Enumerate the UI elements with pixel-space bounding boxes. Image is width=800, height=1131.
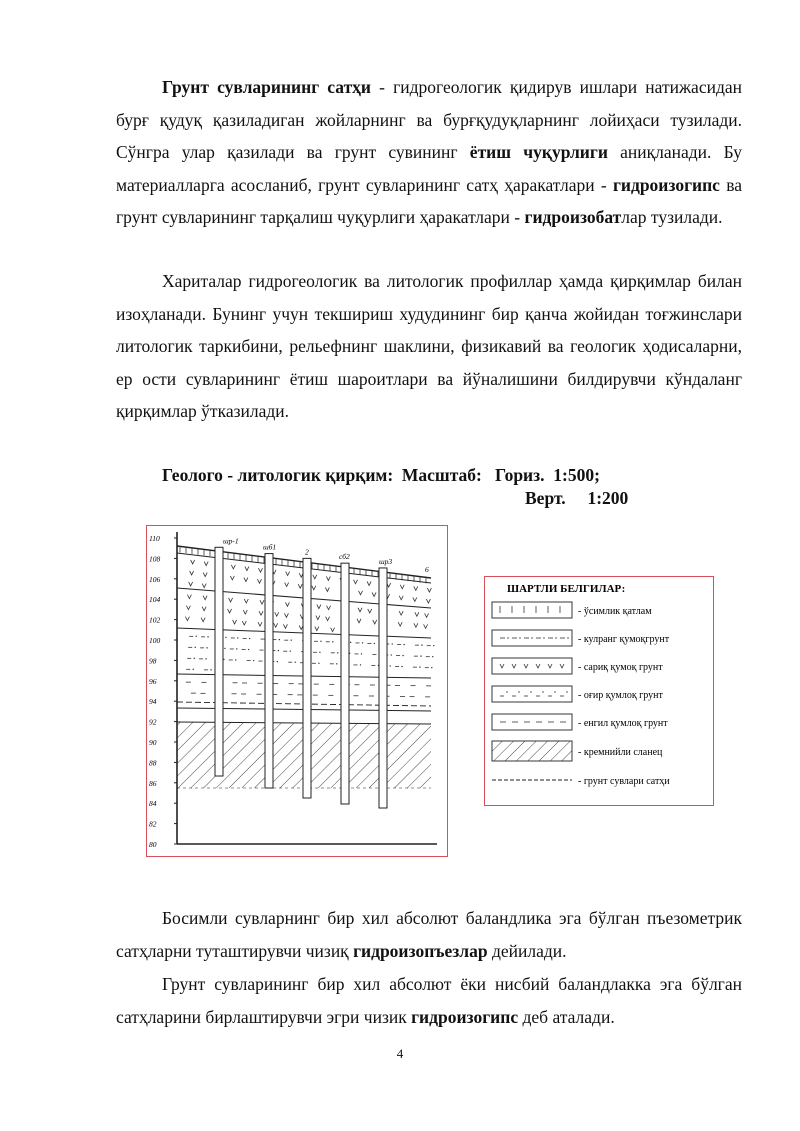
yellow-loam-mark bbox=[244, 599, 248, 603]
yellow-loam-mark bbox=[285, 583, 289, 587]
yellow-loam-mark bbox=[312, 586, 316, 590]
yellow-loam-mark bbox=[185, 617, 189, 621]
grey-loam-dot bbox=[401, 666, 402, 667]
grey-loam-dot bbox=[193, 669, 194, 670]
yellow-loam-mark bbox=[368, 609, 372, 613]
legend-mark bbox=[518, 691, 519, 692]
paragraph-hydroisohypse bbox=[116, 968, 742, 1033]
grey-loam-dot bbox=[433, 645, 434, 646]
y-tick-label: 86 bbox=[149, 778, 157, 788]
grey-loam-dot bbox=[318, 663, 319, 664]
borehole bbox=[379, 568, 387, 808]
yellow-loam-mark bbox=[245, 567, 249, 571]
grey-loam-dot bbox=[332, 641, 333, 642]
grey-loam-dot bbox=[224, 648, 225, 649]
yellow-loam-mark bbox=[244, 578, 248, 582]
borehole bbox=[265, 554, 273, 788]
borehole-label: шр-1 bbox=[223, 536, 239, 546]
yellow-loam-mark bbox=[260, 600, 264, 604]
legend-mark bbox=[506, 691, 507, 692]
paragraph-groundwater-level bbox=[116, 71, 742, 234]
grey-loam-dot bbox=[249, 638, 250, 639]
y-tick-label: 90 bbox=[149, 738, 157, 747]
yellow-loam-mark bbox=[315, 627, 319, 631]
legend-label: - енгил қумлоқ грунт bbox=[578, 718, 668, 729]
grey-loam-dot bbox=[207, 636, 208, 637]
yellow-loam-mark bbox=[354, 580, 358, 584]
borehole bbox=[341, 563, 349, 804]
grey-loam-dot bbox=[206, 647, 207, 648]
legend-mark bbox=[555, 637, 556, 638]
yellow-loam-mark bbox=[427, 588, 431, 592]
text-run: - гидрогеологик қидирув ишлари натижасидан бурғ қудуқ қазиладиган жойларнинг ва бурғқудуқларнинг лойиҳаси тузилади. Сўнгра улар қазилади ва грунт сувининг bbox=[116, 77, 742, 163]
yellow-loam-mark bbox=[229, 598, 233, 602]
borehole-label: 6 bbox=[425, 565, 429, 574]
grey-loam-dot bbox=[392, 643, 393, 644]
grey-loam-dot bbox=[277, 661, 278, 662]
text-run: аниқланади. Бу материалларга асосланиб, грунт сувларининг сатҳ ҳаракатлари - bbox=[116, 142, 742, 195]
paragraph-maps-sections bbox=[116, 265, 742, 428]
legend-drawing bbox=[485, 577, 713, 805]
yellow-loam-mark bbox=[331, 628, 335, 632]
yellow-loam-mark bbox=[233, 620, 237, 624]
yellow-loam-mark bbox=[283, 624, 287, 628]
yellow-loam-mark bbox=[313, 575, 317, 579]
grey-loam-dot bbox=[350, 642, 351, 643]
geological-section-drawing bbox=[147, 526, 447, 856]
grey-loam-dot bbox=[248, 649, 249, 650]
grey-loam-dot bbox=[237, 637, 238, 638]
yellow-loam-mark bbox=[400, 585, 404, 589]
yellow-loam-mark bbox=[258, 568, 262, 572]
yellow-loam-mark bbox=[202, 584, 206, 588]
legend-item-vegetation bbox=[492, 602, 652, 618]
borehole bbox=[303, 558, 311, 798]
legend-swatch bbox=[492, 686, 572, 702]
text-run: деб аталади. bbox=[518, 1006, 615, 1027]
grey-loam-dot bbox=[253, 660, 254, 661]
figure-title-vertical-scale: Верт. 1:200 bbox=[525, 488, 629, 508]
text-run: ва грунт сувларининг тарқалиш чуқурлиги ҳаракатлари - bbox=[116, 174, 742, 228]
y-tick-label: 104 bbox=[149, 595, 161, 605]
legend-item-water-line bbox=[492, 776, 670, 787]
yellow-loam-mark bbox=[187, 595, 191, 599]
y-tick-label: 84 bbox=[149, 799, 157, 809]
yellow-loam-mark bbox=[201, 618, 205, 622]
legend-swatch bbox=[492, 741, 572, 761]
grey-loam-dot bbox=[390, 665, 391, 666]
yellow-loam-mark bbox=[373, 620, 377, 624]
legend-box bbox=[484, 576, 714, 806]
grey-loam-dot bbox=[361, 653, 362, 654]
grey-loam-dot bbox=[205, 658, 206, 659]
grey-loam-dot bbox=[391, 654, 392, 655]
bold-term: гидроизопъезлар bbox=[353, 940, 488, 961]
legend-mark bbox=[542, 691, 543, 692]
y-tick-label: 98 bbox=[149, 656, 157, 666]
grey-loam-dot bbox=[194, 658, 195, 659]
legend-label: - грунт сувлари сатҳи bbox=[578, 776, 670, 787]
grey-loam-dot bbox=[210, 669, 211, 670]
text-run: Босимли сувларнинг бир хил абсолют баландлика эга бўлган пъезометрик сатҳларни туташтирувчи чизиқ bbox=[116, 908, 742, 961]
yellow-loam-mark bbox=[274, 623, 278, 627]
yellow-loam-mark bbox=[426, 599, 430, 603]
legend-mark bbox=[566, 691, 567, 692]
yellow-loam-mark bbox=[325, 587, 329, 591]
bold-term: гидроизогипс bbox=[411, 1006, 519, 1027]
borehole bbox=[215, 547, 223, 776]
yellow-loam-mark bbox=[425, 613, 429, 617]
yellow-loam-mark bbox=[326, 617, 330, 621]
yellow-loam-mark bbox=[285, 602, 289, 606]
legend-item-dots-dash bbox=[492, 686, 664, 702]
borehole-label: шр3 bbox=[379, 556, 393, 566]
grey-loam-dot bbox=[235, 659, 236, 660]
y-tick-label: 82 bbox=[149, 819, 157, 829]
grey-loam-dot bbox=[431, 667, 432, 668]
yellow-loam-mark bbox=[317, 605, 321, 609]
legend-mark bbox=[531, 637, 532, 638]
grey-loam-dot bbox=[236, 648, 237, 649]
grey-loam-dot bbox=[278, 650, 279, 651]
yellow-loam-mark bbox=[258, 622, 262, 626]
yellow-loam-mark bbox=[204, 562, 208, 566]
y-tick-label: 88 bbox=[149, 758, 157, 768]
yellow-loam-mark bbox=[359, 591, 363, 595]
y-tick-label: 96 bbox=[149, 676, 157, 686]
grey-loam-dot bbox=[279, 639, 280, 640]
y-tick-label: 92 bbox=[149, 717, 157, 727]
grey-loam-dot bbox=[337, 652, 338, 653]
y-tick-label: 108 bbox=[149, 554, 161, 564]
grey-loam-dot bbox=[419, 666, 420, 667]
borehole-label: 2 bbox=[305, 547, 309, 557]
yellow-loam-mark bbox=[367, 581, 371, 585]
legend-item-hatch bbox=[492, 741, 663, 761]
legend-mark bbox=[543, 637, 544, 638]
borehole-label: сб2 bbox=[339, 552, 350, 562]
bold-term: гидроизобат bbox=[524, 207, 622, 228]
page-number: 4 bbox=[396, 1046, 404, 1061]
yellow-loam-mark bbox=[298, 584, 302, 588]
legend-mark bbox=[554, 691, 555, 692]
legend-title: ШАРТЛИ БЕЛГИЛАР: bbox=[507, 583, 626, 595]
grey-loam-dot bbox=[432, 656, 433, 657]
grey-loam-dot bbox=[290, 650, 291, 651]
yellow-loam-mark bbox=[284, 613, 288, 617]
yellow-loam-mark bbox=[191, 560, 195, 564]
bold-term: ётиш чуқурлиги bbox=[469, 142, 608, 163]
yellow-loam-mark bbox=[202, 607, 206, 611]
y-tick-label: 102 bbox=[149, 615, 161, 625]
yellow-loam-mark bbox=[413, 597, 417, 601]
legend-label: - оғир қумлоқ грунт bbox=[578, 690, 663, 701]
yellow-loam-mark bbox=[189, 582, 193, 586]
yellow-loam-mark bbox=[257, 579, 261, 583]
borehole-label: шб1 bbox=[263, 542, 277, 552]
yellow-loam-mark bbox=[259, 611, 263, 615]
yellow-loam-mark bbox=[415, 612, 419, 616]
legend-item-dash-dot bbox=[492, 630, 670, 646]
grey-loam-dot bbox=[295, 661, 296, 662]
text-run: дейилади. bbox=[487, 940, 567, 961]
yellow-loam-mark bbox=[230, 576, 234, 580]
yellow-loam-mark bbox=[243, 610, 247, 614]
bold-term: Грунт сувларининг сатҳи bbox=[162, 77, 371, 97]
grey-loam-dot bbox=[320, 641, 321, 642]
grey-loam-dot bbox=[196, 636, 197, 637]
legend-swatch bbox=[492, 658, 572, 674]
yellow-loam-mark bbox=[228, 609, 232, 613]
y-tick-label: 94 bbox=[149, 697, 157, 707]
y-tick-label: 100 bbox=[149, 636, 161, 645]
legend-label: - сариқ қумоқ грунт bbox=[578, 662, 663, 673]
yellow-loam-mark bbox=[326, 576, 330, 580]
yellow-loam-mark bbox=[398, 622, 402, 626]
legend-mark bbox=[530, 691, 531, 692]
yellow-loam-mark bbox=[372, 592, 376, 596]
legend-label: - кремнийли сланец bbox=[578, 747, 663, 758]
legend-mark bbox=[519, 637, 520, 638]
text-run: Грунт сувларининг бир хил абсолют ёки нисбий баландлакка эга бўлган сатҳларини бирлаштирувчи эгри чизик bbox=[116, 974, 742, 1027]
text-run: лар тузилади. bbox=[621, 207, 723, 228]
legend-mark bbox=[507, 637, 508, 638]
yellow-loam-mark bbox=[275, 612, 279, 616]
grey-loam-dot bbox=[402, 655, 403, 656]
y-tick-label: 106 bbox=[149, 574, 161, 584]
geological-section-figure bbox=[146, 525, 448, 857]
y-tick-label: 110 bbox=[149, 534, 160, 543]
figure-title: Геолого - литологик қирқим: Масштаб: Гориз. 1:500; bbox=[162, 465, 600, 485]
legend-mark bbox=[567, 637, 568, 638]
grey-loam-dot bbox=[374, 643, 375, 644]
yellow-loam-mark bbox=[286, 572, 290, 576]
legend-label: - ўсимлик қатлам bbox=[578, 606, 652, 617]
yellow-loam-mark bbox=[399, 596, 403, 600]
yellow-loam-mark bbox=[358, 608, 362, 612]
grey-loam-dot bbox=[319, 652, 320, 653]
grey-loam-dot bbox=[291, 639, 292, 640]
yellow-loam-mark bbox=[316, 616, 320, 620]
yellow-loam-mark bbox=[190, 571, 194, 575]
grey-loam-dot bbox=[362, 642, 363, 643]
grey-loam-dot bbox=[225, 637, 226, 638]
yellow-loam-mark bbox=[414, 623, 418, 627]
grey-loam-dot bbox=[421, 644, 422, 645]
grey-loam-dot bbox=[403, 644, 404, 645]
yellow-loam-mark bbox=[357, 619, 361, 623]
y-tick-label: 80 bbox=[149, 840, 157, 849]
text-run: Хариталар гидрогеологик ва литологик профиллар ҳамда қирқимлар билан изоҳланади. Бунинг учун текшириш худудининг бир қанча жойидан тоғжинслари литологик таркибини, рельефнинг шаклини, физикавий ва геологик ҳодисаларни, ер ости сувларининг ётиш шароитлари ва йўналишини билдирувчи кўндаланг қирқимлар ўтказилади. bbox=[116, 271, 742, 422]
yellow-loam-mark bbox=[327, 606, 331, 610]
yellow-loam-mark bbox=[242, 621, 246, 625]
yellow-loam-mark bbox=[203, 573, 207, 577]
bold-term: гидроизогипс bbox=[612, 174, 720, 195]
yellow-loam-mark bbox=[203, 596, 207, 600]
paragraph-hydroisopiezes bbox=[116, 902, 742, 967]
yellow-loam-mark bbox=[231, 565, 235, 569]
legend-item-checks bbox=[492, 658, 663, 674]
yellow-loam-mark bbox=[399, 611, 403, 615]
yellow-loam-mark bbox=[424, 624, 428, 628]
grey-loam-dot bbox=[195, 647, 196, 648]
yellow-loam-mark bbox=[186, 606, 190, 610]
grey-loam-dot bbox=[420, 655, 421, 656]
grey-loam-dot bbox=[360, 664, 361, 665]
legend-item-dashes bbox=[492, 714, 668, 730]
legend-label: - кулранг қумоқгрунт bbox=[578, 634, 670, 645]
grey-loam-dot bbox=[336, 663, 337, 664]
yellow-loam-mark bbox=[414, 586, 418, 590]
